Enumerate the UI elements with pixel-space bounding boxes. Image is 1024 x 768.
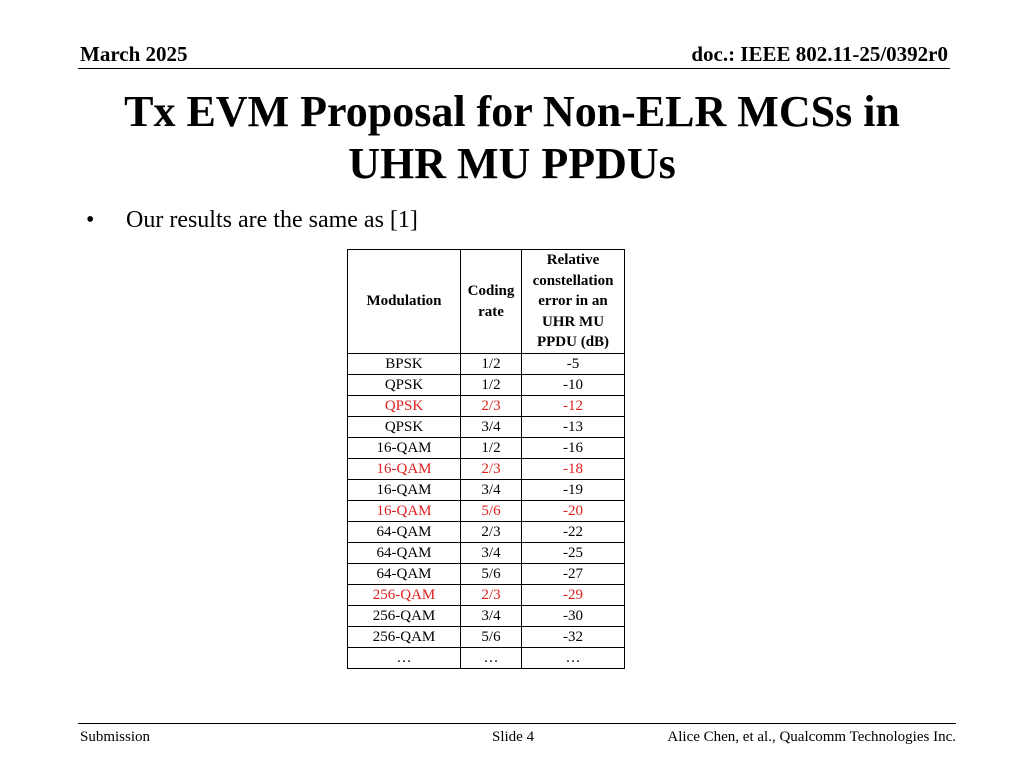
table-row xyxy=(348,480,625,501)
table-row xyxy=(348,375,625,396)
table-row xyxy=(348,438,625,459)
cell-coding-rate: 2/3 xyxy=(461,396,522,417)
cell-modulation: 64-QAM xyxy=(348,522,461,543)
cell-coding-rate: 3/4 xyxy=(461,417,522,438)
column-header-coding-rate: Coding rate xyxy=(461,250,522,354)
cell-constellation-error: -30 xyxy=(522,606,625,627)
table-row xyxy=(348,606,625,627)
table-row xyxy=(348,501,625,522)
cell-coding-rate: 5/6 xyxy=(461,501,522,522)
footer-authors: Alice Chen, et al., Qualcomm Technologies Inc. xyxy=(667,729,956,745)
cell-modulation: 256-QAM xyxy=(348,585,461,606)
table-row xyxy=(348,627,625,648)
cell-constellation-error: -10 xyxy=(522,375,625,396)
cell-constellation-error: -16 xyxy=(522,438,625,459)
table-body xyxy=(348,354,625,669)
cell-constellation-error: -32 xyxy=(522,627,625,648)
cell-constellation-error: -22 xyxy=(522,522,625,543)
table-row xyxy=(348,648,625,669)
slide-title-line-2: UHR MU PPDUs xyxy=(348,139,676,188)
cell-constellation-error: -20 xyxy=(522,501,625,522)
slide-title xyxy=(60,86,964,190)
table-row xyxy=(348,396,625,417)
cell-coding-rate: … xyxy=(461,648,522,669)
cell-constellation-error: -19 xyxy=(522,480,625,501)
table-row xyxy=(348,417,625,438)
cell-modulation: 16-QAM xyxy=(348,501,461,522)
table-row xyxy=(348,585,625,606)
cell-modulation: 256-QAM xyxy=(348,627,461,648)
cell-coding-rate: 3/4 xyxy=(461,543,522,564)
cell-constellation-error: -18 xyxy=(522,459,625,480)
footer-divider xyxy=(78,723,956,724)
footer-submission: Submission xyxy=(80,729,151,745)
cell-modulation: 16-QAM xyxy=(348,480,461,501)
cell-coding-rate: 2/3 xyxy=(461,585,522,606)
cell-modulation: … xyxy=(348,648,461,669)
cell-coding-rate: 2/3 xyxy=(461,522,522,543)
header-divider xyxy=(78,68,950,69)
cell-modulation: 64-QAM xyxy=(348,543,461,564)
cell-modulation: QPSK xyxy=(348,375,461,396)
cell-constellation-error: -25 xyxy=(522,543,625,564)
cell-coding-rate: 3/4 xyxy=(461,606,522,627)
table-row xyxy=(348,354,625,375)
cell-modulation: 64-QAM xyxy=(348,564,461,585)
evm-table xyxy=(347,249,625,669)
cell-constellation-error: -5 xyxy=(522,354,625,375)
cell-modulation: 16-QAM xyxy=(348,438,461,459)
cell-modulation: 256-QAM xyxy=(348,606,461,627)
table-row xyxy=(348,543,625,564)
header-date: March 2025 xyxy=(80,42,188,66)
cell-coding-rate: 5/6 xyxy=(461,627,522,648)
cell-modulation: BPSK xyxy=(348,354,461,375)
cell-modulation: 16-QAM xyxy=(348,459,461,480)
cell-coding-rate: 1/2 xyxy=(461,375,522,396)
cell-constellation-error: -12 xyxy=(522,396,625,417)
footer-slide-number: Slide 4 xyxy=(492,729,535,745)
bullet-text: Our results are the same as [1] xyxy=(126,207,418,233)
cell-coding-rate: 1/2 xyxy=(461,354,522,375)
slide-title-line-1: Tx EVM Proposal for Non-ELR MCSs in xyxy=(124,87,900,136)
column-header-modulation: Modulation xyxy=(348,250,461,354)
header-doc-id: doc.: IEEE 802.11-25/0392r0 xyxy=(691,42,948,66)
table-header-row xyxy=(348,250,625,354)
cell-constellation-error: -13 xyxy=(522,417,625,438)
cell-constellation-error: -27 xyxy=(522,564,625,585)
cell-coding-rate: 3/4 xyxy=(461,480,522,501)
table-row xyxy=(348,522,625,543)
table-row xyxy=(348,459,625,480)
bullet-marker: • xyxy=(86,207,95,233)
cell-constellation-error: -29 xyxy=(522,585,625,606)
table-row xyxy=(348,564,625,585)
cell-coding-rate: 5/6 xyxy=(461,564,522,585)
column-header-constellation-error: Relative constellation error in an UHR MU PPDU (dB) xyxy=(522,250,625,354)
bullet-item xyxy=(86,205,418,235)
cell-coding-rate: 2/3 xyxy=(461,459,522,480)
cell-constellation-error: … xyxy=(522,648,625,669)
cell-modulation: QPSK xyxy=(348,417,461,438)
cell-modulation: QPSK xyxy=(348,396,461,417)
cell-coding-rate: 1/2 xyxy=(461,438,522,459)
